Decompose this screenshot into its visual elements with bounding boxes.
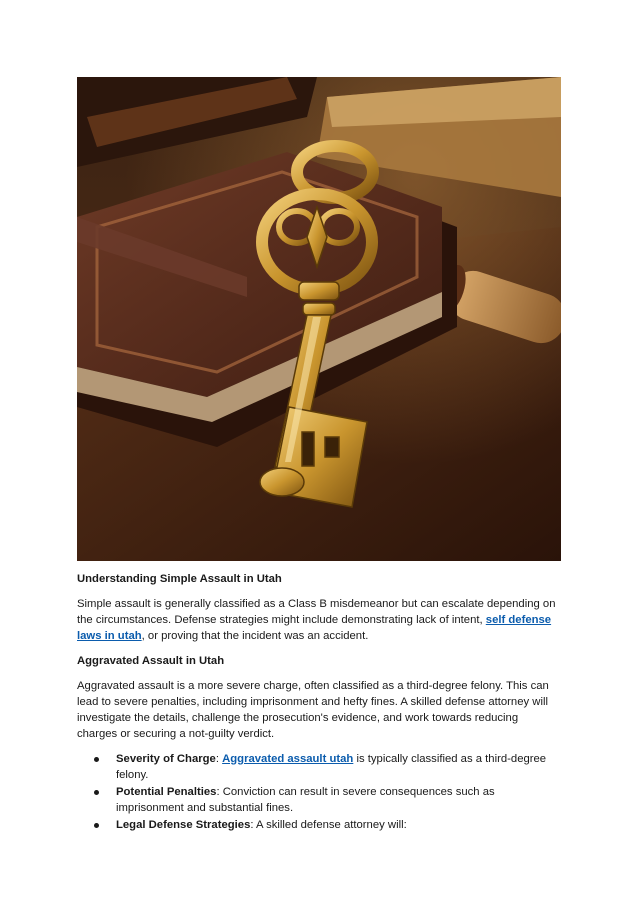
paragraph-text: Simple assault is generally classified as a Class B misdemeanor but can escalate depending on the circumstances. Defense strategies might include demonstrating lack of intent, — [77, 598, 556, 626]
bullet-text: : A skilled defense attorney will: — [250, 819, 407, 831]
paragraph-text: , or proving that the incident was an accident. — [141, 630, 369, 642]
heading-aggravated-assault: Aggravated Assault in Utah — [77, 655, 225, 667]
bullet-term: Legal Defense Strategies — [116, 819, 251, 831]
paragraph-simple-assault — [77, 596, 561, 644]
golden-key-on-book-image — [77, 77, 561, 561]
self-defense-laws-link[interactable]: self defense laws in utah — [77, 614, 552, 642]
bullet-icon — [94, 790, 99, 795]
bullet-icon — [94, 757, 99, 762]
paragraph-aggravated-assault: Aggravated assault is a more severe charge, often classified as a third-degree felony. This can lead to severe penalties, including imprisonment and hefty fines. A skilled defense attorney will investigate the details, challenge the prosecution's evidence, and work towards reducing charges or securing a not-guilty verdict. — [77, 680, 549, 740]
heading-simple-assault: Understanding Simple Assault in Utah — [77, 573, 282, 585]
list-item — [77, 784, 561, 816]
bullet-term: Potential Penalties — [116, 786, 217, 798]
bullet-term: Severity of Charge — [116, 753, 216, 765]
bullet-separator: : — [215, 753, 223, 765]
aggravated-assault-utah-link[interactable]: Aggravated assault utah — [222, 753, 354, 765]
bullet-list — [77, 751, 561, 833]
article-text — [77, 571, 561, 834]
golden-key-illustration — [77, 77, 561, 561]
list-item — [77, 817, 561, 833]
list-item — [77, 751, 561, 783]
bullet-text: is typically classified as a third-degree felony. — [116, 753, 547, 781]
bullet-icon — [94, 823, 99, 828]
bullet-text: : Conviction can result in severe consequences such as imprisonment and substantial fines. — [116, 786, 495, 814]
